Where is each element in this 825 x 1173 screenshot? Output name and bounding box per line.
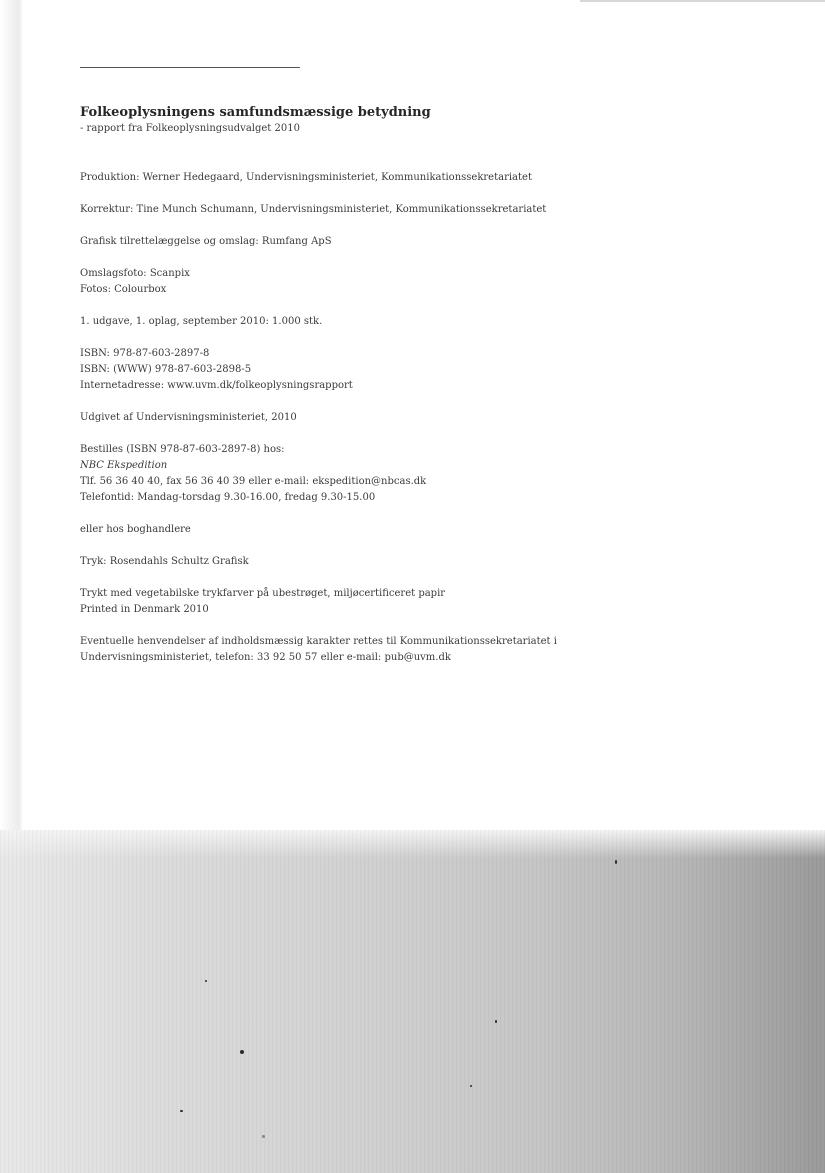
- scan-speck: [470, 1085, 472, 1087]
- scan-left-edge: [0, 0, 22, 832]
- isbn-print: ISBN: 978-87-603-2897-8: [80, 348, 210, 359]
- header-rule: [80, 67, 300, 68]
- internet-address: Internetadresse: www.uvm.dk/folkeoplysningsrapport: [80, 380, 353, 391]
- document-title: Folkeoplysningens samfundsmæssige betydning: [80, 105, 431, 120]
- inquiries-2: Undervisningsministeriet, telefon: 33 92 50 57 eller e-mail: pub@uvm.dk: [80, 652, 451, 663]
- edition-info: 1. udgave, 1. oplag, september 2010: 1.000 stk.: [80, 316, 323, 327]
- credit-produktion: Produktion: Werner Hedegaard, Undervisningsministeriet, Kommunikationssekretariatet: [80, 172, 532, 183]
- scan-speck: [180, 1110, 183, 1112]
- inquiries-1: Eventuelle henvendelser af indholdsmæssig karakter rettes til Kommunikationssekretariatet i: [80, 636, 557, 647]
- order-company: NBC Ekspedition: [80, 460, 168, 471]
- scan-speck: [262, 1135, 265, 1138]
- order-contact: Tlf. 56 36 40 40, fax 56 36 40 39 eller e-mail: ekspedition@nbcas.dk: [80, 476, 427, 487]
- isbn-www: ISBN: (WWW) 978-87-603-2898-5: [80, 364, 252, 375]
- document-subtitle: - rapport fra Folkeoplysningsudvalget 2010: [80, 123, 300, 134]
- order-hours: Telefontid: Mandag-torsdag 9.30-16.00, fredag 9.30-15.00: [80, 492, 376, 503]
- publisher: Udgivet af Undervisningsministeriet, 2010: [80, 412, 297, 423]
- credit-omslagsfoto: Omslagsfoto: Scanpix: [80, 268, 190, 279]
- credit-korrektur: Korrektur: Tine Munch Schumann, Undervisningsministeriet, Kommunikationssekretariatet: [80, 204, 547, 215]
- scan-top-edge: [580, 0, 825, 2]
- credit-fotos: Fotos: Colourbox: [80, 284, 167, 295]
- credit-grafisk: Grafisk tilrettelæggelse og omslag: Rumfang ApS: [80, 236, 332, 247]
- scan-speck: [615, 860, 617, 864]
- tryk: Tryk: Rosendahls Schultz Grafisk: [80, 556, 249, 567]
- scan-speck: [495, 1020, 497, 1023]
- scan-shadow-area: [0, 830, 825, 1173]
- order-bestilles: Bestilles (ISBN 978-87-603-2897-8) hos:: [80, 444, 285, 455]
- print-note-2: Printed in Denmark 2010: [80, 604, 209, 615]
- scan-speck: [240, 1050, 244, 1054]
- print-note-1: Trykt med vegetabilske trykfarver på ubestrøget, miljøcertificeret papir: [80, 588, 446, 599]
- scan-speck: [205, 980, 207, 982]
- boghandlere: eller hos boghandlere: [80, 524, 191, 535]
